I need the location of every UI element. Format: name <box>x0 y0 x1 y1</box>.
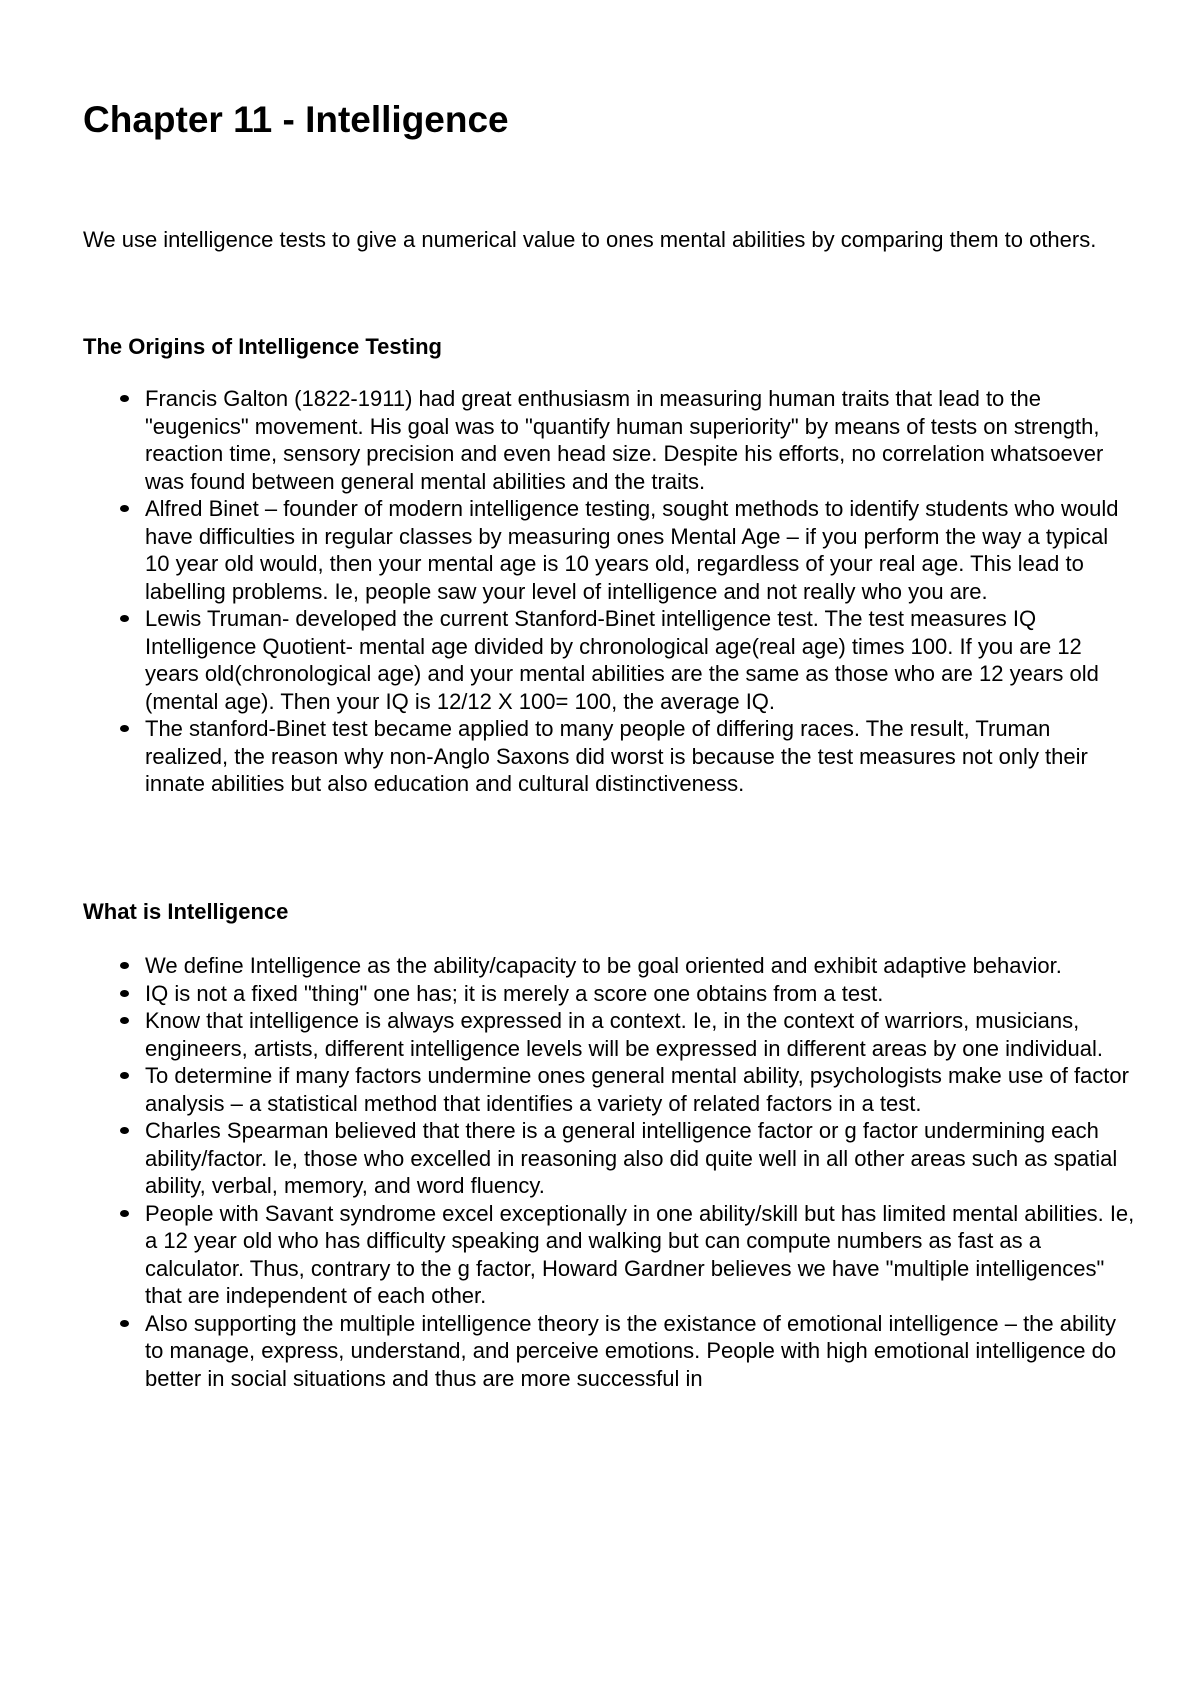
list-item <box>0 980 1135 1008</box>
list-item-text: Know that intelligence is always expressed in a context. Ie, in the context of warriors, musicians, engineers, artists, different intelligence levels will be expressed in different areas by one individual. <box>145 1008 1103 1061</box>
list-item <box>0 1200 1135 1310</box>
section-heading-origins: The Origins of Intelligence Testing <box>83 334 442 359</box>
bullet-icon <box>120 615 129 622</box>
list-item <box>0 495 1135 605</box>
list-item-text: Lewis Truman- developed the current Stanford-Binet intelligence test. The test measures IQ Intelligence Quotient- mental age divided by chronological age(real age) times 100. If you are 12 years old(chronological age) and your mental abilities are the same as those who are 12 years old (mental age). Then your IQ is 12/12 X 100= 100, the average IQ. <box>145 606 1099 714</box>
list-item-text: Also supporting the multiple intelligence theory is the existance of emotional intelligence – the ability to manage, express, understand, and perceive emotions. People with high emotional intelligence do better in social situations and thus are more successful in <box>145 1310 1117 1391</box>
bullet-icon <box>120 990 129 997</box>
list-item-text: IQ is not a fixed "thing" one has; it is merely a score one obtains from a test. <box>145 980 884 1006</box>
bullet-icon <box>120 505 129 512</box>
what-is-intelligence-bullet-list <box>0 952 1200 1392</box>
list-item <box>0 1062 1135 1117</box>
list-item-text: The stanford-Binet test became applied to many people of differing races. The result, Truman realized, the reason why non-Anglo Saxons did worst is because the test measures not only their innate abilities but also education and cultural distinctiveness. <box>145 716 1088 796</box>
list-item <box>0 952 1135 980</box>
bullet-icon <box>120 1072 129 1079</box>
page-title: Chapter 11 - Intelligence <box>83 99 509 140</box>
list-item-text: To determine if many factors undermine ones general mental ability, psychologists make use of factor analysis – a statistical method that identifies a variety of related factors in a test. <box>145 1063 1129 1116</box>
origins-bullet-list <box>0 385 1200 798</box>
bullet-icon <box>120 1017 129 1024</box>
section-heading-what-is-intelligence: What is Intelligence <box>83 899 289 924</box>
bullet-icon <box>120 1320 129 1327</box>
intro-paragraph: We use intelligence tests to give a numerical value to ones mental abilities by comparing them to others. <box>83 227 1097 252</box>
list-item <box>0 385 1135 495</box>
list-item-text: People with Savant syndrome excel exceptionally in one ability/skill but has limited mental abilities. Ie, a 12 year old who has difficulty speaking and walking but can compute numbers as fast as a calculator. Thus, contrary to the g factor, Howard Gardner believes we have "multiple intelligences" that are independent of each other. <box>145 1200 1135 1308</box>
list-item <box>0 715 1135 798</box>
bullet-icon <box>120 1210 129 1217</box>
list-item <box>0 1117 1135 1200</box>
bullet-icon <box>120 1127 129 1134</box>
list-item-text: Charles Spearman believed that there is a general intelligence factor or g factor undermining each ability/factor. Ie, those who excelled in reasoning also did quite well in all other areas such as spatial ability, verbal, memory, and word fluency. <box>145 1118 1118 1198</box>
list-item-text: We define Intelligence as the ability/capacity to be goal oriented and exhibit adaptive behavior. <box>145 953 1062 978</box>
bullet-icon <box>120 725 129 732</box>
list-item <box>0 1310 1135 1393</box>
list-item-text: Francis Galton (1822-1911) had great enthusiasm in measuring human traits that lead to the "eugenics" movement. His goal was to "quantify human superiority" by means of tests on strength, reaction time, sensory precision and even head size. Despite his efforts, no correlation whatsoever was found between general mental abilities and the traits. <box>145 386 1104 494</box>
bullet-icon <box>120 395 129 402</box>
list-item <box>0 605 1135 715</box>
list-item-text: Alfred Binet – founder of modern intelligence testing, sought methods to identify students who would have difficulties in regular classes by measuring ones Mental Age – if you perform the way a typical 10 year old would, then your mental age is 10 years old, regardless of your real age. This lead to labelling problems. Ie, people saw your level of intelligence and not really who you are. <box>145 496 1119 604</box>
list-item <box>0 1007 1135 1062</box>
bullet-icon <box>120 962 129 969</box>
